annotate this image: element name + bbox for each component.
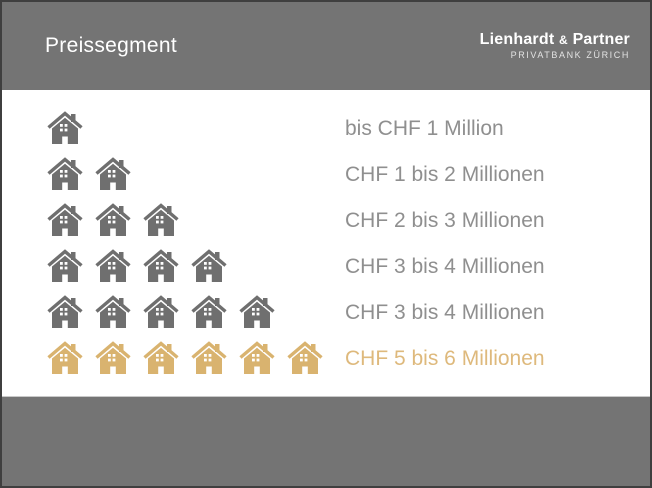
logo bbox=[480, 31, 630, 60]
house-icon bbox=[95, 341, 131, 377]
house-icon bbox=[47, 295, 83, 331]
logo-name-trailing: Partner bbox=[572, 31, 630, 49]
house-icons bbox=[47, 203, 179, 239]
house-icon bbox=[95, 203, 131, 239]
house-icons bbox=[47, 295, 275, 331]
house-icon bbox=[239, 295, 275, 331]
logo-ampersand: & bbox=[559, 33, 568, 48]
logo-name-leading: Lienhardt bbox=[479, 31, 555, 49]
logo-name bbox=[480, 31, 630, 49]
chart-row bbox=[47, 249, 650, 285]
chart-row bbox=[47, 157, 650, 193]
logo-subtitle: PRIVATBANK ZÜRICH bbox=[510, 49, 630, 60]
house-icon bbox=[191, 249, 227, 285]
row-label: CHF 2 bis 3 Millionen bbox=[345, 209, 545, 232]
house-icon bbox=[191, 295, 227, 331]
house-icon bbox=[47, 341, 83, 377]
chart-row bbox=[47, 203, 650, 239]
row-label: CHF 3 bis 4 Millionen bbox=[345, 301, 545, 324]
house-icons bbox=[47, 249, 227, 285]
house-icon bbox=[143, 341, 179, 377]
chart-row bbox=[47, 111, 650, 147]
house-icons bbox=[47, 111, 83, 147]
row-label: CHF 1 bis 2 Millionen bbox=[345, 163, 545, 186]
house-icon bbox=[143, 249, 179, 285]
page-title: Preissegment bbox=[45, 34, 177, 57]
house-icon bbox=[143, 295, 179, 331]
pictogram-chart bbox=[2, 90, 650, 396]
chart-row bbox=[47, 295, 650, 331]
chart-row bbox=[47, 341, 650, 377]
footer-bar bbox=[2, 396, 650, 486]
house-icon bbox=[95, 249, 131, 285]
house-icon bbox=[239, 341, 275, 377]
house-icon bbox=[47, 249, 83, 285]
house-icon bbox=[95, 157, 131, 193]
house-icon bbox=[191, 341, 227, 377]
row-label: bis CHF 1 Million bbox=[345, 117, 504, 140]
header-bar bbox=[2, 2, 650, 90]
house-icon bbox=[287, 341, 323, 377]
house-icon bbox=[47, 203, 83, 239]
row-label: CHF 3 bis 4 Millionen bbox=[345, 255, 545, 278]
row-label: CHF 5 bis 6 Millionen bbox=[345, 347, 545, 370]
house-icons bbox=[47, 341, 323, 377]
house-icon bbox=[95, 295, 131, 331]
house-icon bbox=[143, 203, 179, 239]
house-icon bbox=[47, 157, 83, 193]
chart-rows bbox=[2, 111, 650, 377]
house-icon bbox=[47, 111, 83, 147]
house-icons bbox=[47, 157, 131, 193]
